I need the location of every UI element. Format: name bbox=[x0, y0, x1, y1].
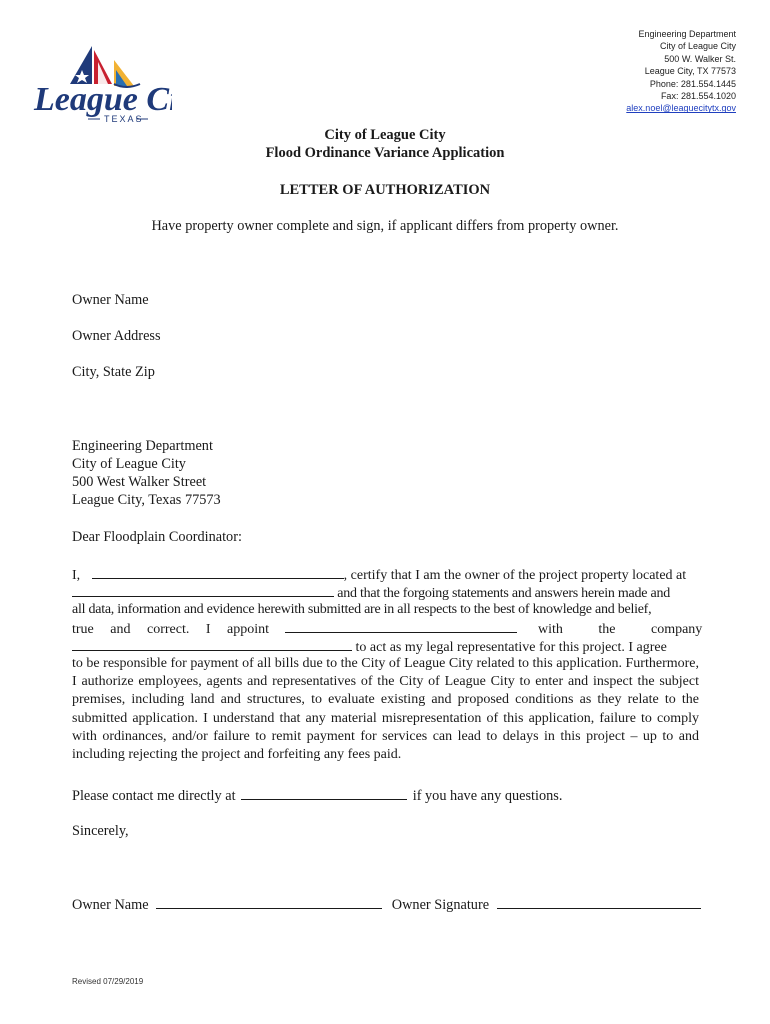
contact-line: League City, TX 77573 bbox=[644, 66, 736, 77]
contact-block bbox=[626, 28, 736, 115]
recipient-line: Engineering Department bbox=[72, 438, 213, 454]
letter-line: all data, information and evidence herewith submitted are in all respects to the best of knowledge and belief, bbox=[72, 602, 652, 617]
letter-line: to act as my legal representative for this project. I agree bbox=[72, 637, 698, 657]
letter-line: true and correct. I appoint with the company bbox=[72, 619, 698, 639]
contact-line: Phone: 281.554.1445 bbox=[649, 78, 736, 89]
recipient-line: League City, Texas 77573 bbox=[72, 492, 221, 508]
property-location-blank[interactable] bbox=[72, 583, 334, 597]
representative-name-blank[interactable] bbox=[285, 619, 517, 633]
city-state-zip-field[interactable]: City, State Zip bbox=[72, 364, 155, 380]
contact-line: Fax: 281.554.1020 bbox=[660, 91, 736, 102]
contact-line: Engineering Department bbox=[638, 29, 736, 39]
sailboat-logo-icon bbox=[30, 40, 172, 126]
svg-text:League City: League C bbox=[34, 81, 170, 118]
owner-name-field[interactable]: Owner Name bbox=[72, 292, 149, 308]
letter-heading: LETTER OF AUTHORIZATION bbox=[279, 182, 491, 198]
closing: Sincerely, bbox=[72, 823, 129, 839]
salutation: Dear Floodplain Coordinator: bbox=[72, 529, 242, 545]
letter-line: I, , certify that I am the owner of the project property located at bbox=[72, 565, 698, 585]
owner-address-field[interactable]: Owner Address bbox=[72, 328, 161, 344]
revised-date: Revised 07/29/2019 bbox=[72, 977, 144, 986]
letter-line: and that the forgoing statements and answers herein made and bbox=[72, 583, 698, 603]
email-link[interactable]: alex.noel@leaguecitytx.gov bbox=[626, 103, 736, 114]
signature-row: Owner Name Owner Signature bbox=[72, 895, 701, 914]
contact-line: City of League City bbox=[659, 41, 736, 52]
owner-signature-blank[interactable] bbox=[497, 895, 701, 909]
instruction-text: Have property owner complete and sign, if applicant differs from property owner. bbox=[151, 218, 619, 234]
phone-blank[interactable] bbox=[241, 786, 407, 800]
owner-name-blank[interactable] bbox=[92, 565, 344, 579]
recipient-line: 500 West Walker Street bbox=[72, 474, 207, 490]
application-title: Flood Ordinance Variance Application bbox=[265, 145, 505, 161]
owner-name-signature-blank[interactable] bbox=[156, 895, 382, 909]
company-name-blank[interactable] bbox=[72, 637, 352, 651]
city-title: City of League City bbox=[324, 127, 446, 143]
contact-line: 500 W. Walker St. bbox=[664, 53, 736, 64]
league-city-logo bbox=[30, 40, 172, 126]
recipient-line: City of League City bbox=[72, 456, 186, 472]
letter-body-paragraph: to be responsible for payment of all bills due to the City of League City related to this application. Furthermore, I authorize employees, agents and representatives of the City of League City to enter and inspect the subject premises, including land and structures, to evaluate existing and proposed conditions as they relate to the submitted application. I understand that any material misrepresentation of this application, failure to comply with ordinances, and/or failure to remit payment for services can lead to delays in this project – up to and including rejecting the project and forfeiting any fees paid. bbox=[72, 656, 699, 763]
contact-line-para: Please contact me directly at if you have any questions. bbox=[72, 788, 563, 804]
svg-text:TEXAS: TEXAS bbox=[104, 114, 144, 124]
